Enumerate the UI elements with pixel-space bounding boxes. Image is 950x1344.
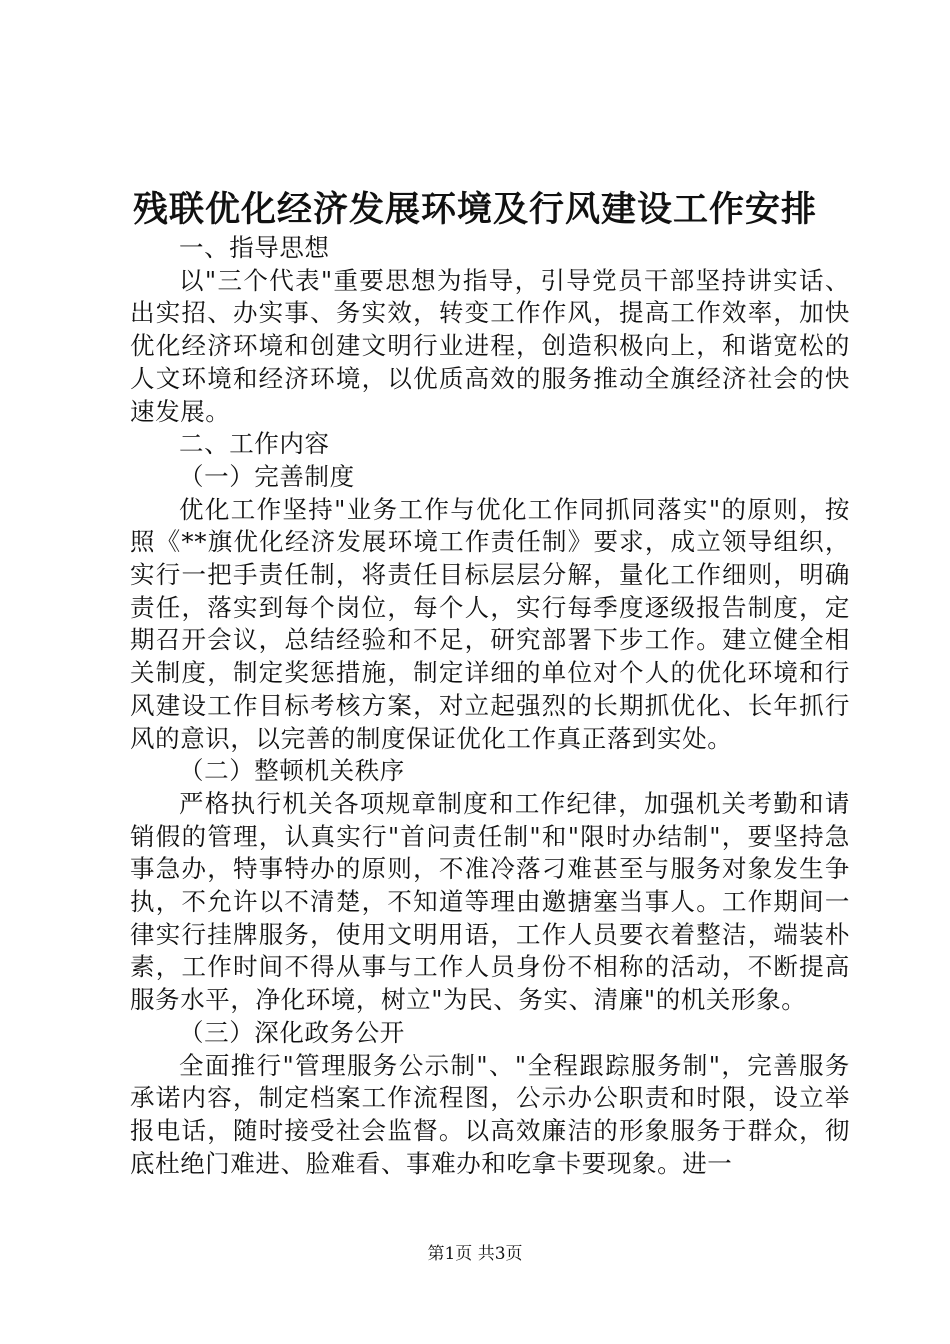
subsection-heading: （三）深化政务公开	[179, 1017, 405, 1047]
subsection-heading: （二）整顿机关秩序	[179, 756, 405, 786]
body-paragraph: 以"三个代表"重要思想为指导，引导党员干部坚持讲实话、出实招、办实事、务实效，转变工作作风，提高工作效率，加快优化经济环境和创建文明行业进程，创造积极向上，和谐宽松的人文环境和经济环境，以优质高效的服务推动全旗经济社会的快速发展。	[130, 265, 850, 426]
body-paragraph: 优化工作坚持"业务工作与优化工作同抓同落实"的原则，按照《**旗优化经济发展环境工作责任制》要求，成立领导组织，实行一把手责任制，将责任目标层层分解，量化工作细则，明确责任，落实到每个岗位，每个人，实行每季度逐级报告制度，定期召开会议，总结经验和不足，研究部署下步工作。建立健全相关制度，制定奖惩措施，制定详细的单位对个人的优化环境和行风建设工作目标考核方案，对立起强烈的长期抓优化、长年抓行风的意识，以完善的制度保证优化工作真正落到实处。	[130, 494, 850, 753]
document-title: 残联优化经济发展环境及行风建设工作安排	[132, 189, 817, 230]
subsection-heading: （一）完善制度	[179, 461, 355, 491]
body-paragraph: 全面推行"管理服务公示制"、"全程跟踪服务制"，完善服务承诺内容，制定档案工作流程图，公示办公职责和时限，设立举报电话，随时接受社会监督。以高效廉洁的形象服务于群众，彻底杜绝门难进、脸难看、事难办和吃拿卡要现象。进一	[130, 1050, 850, 1178]
body-paragraph: 严格执行机关各项规章制度和工作纪律，加强机关考勤和请销假的管理，认真实行"首问责任制"和"限时办结制"，要坚持急事急办，特事特办的原则，不准冷落刁难甚至与服务对象发生争执，不允许以不清楚，不知道等理由邀搪塞当事人。工作期间一律实行挂牌服务，使用文明用语，工作人员要衣着整洁，端装朴素，工作时间不得从事与工作人员身份不相称的活动，不断提高服务水平，净化环境，树立"为民、务实、清廉"的机关形象。	[130, 788, 850, 1015]
document-body	[130, 232, 850, 1180]
section-heading: 二、工作内容	[179, 429, 330, 459]
page-number-footer: 第1页 共3页	[427, 1244, 523, 1264]
section-heading: 一、指导思想	[179, 233, 330, 262]
